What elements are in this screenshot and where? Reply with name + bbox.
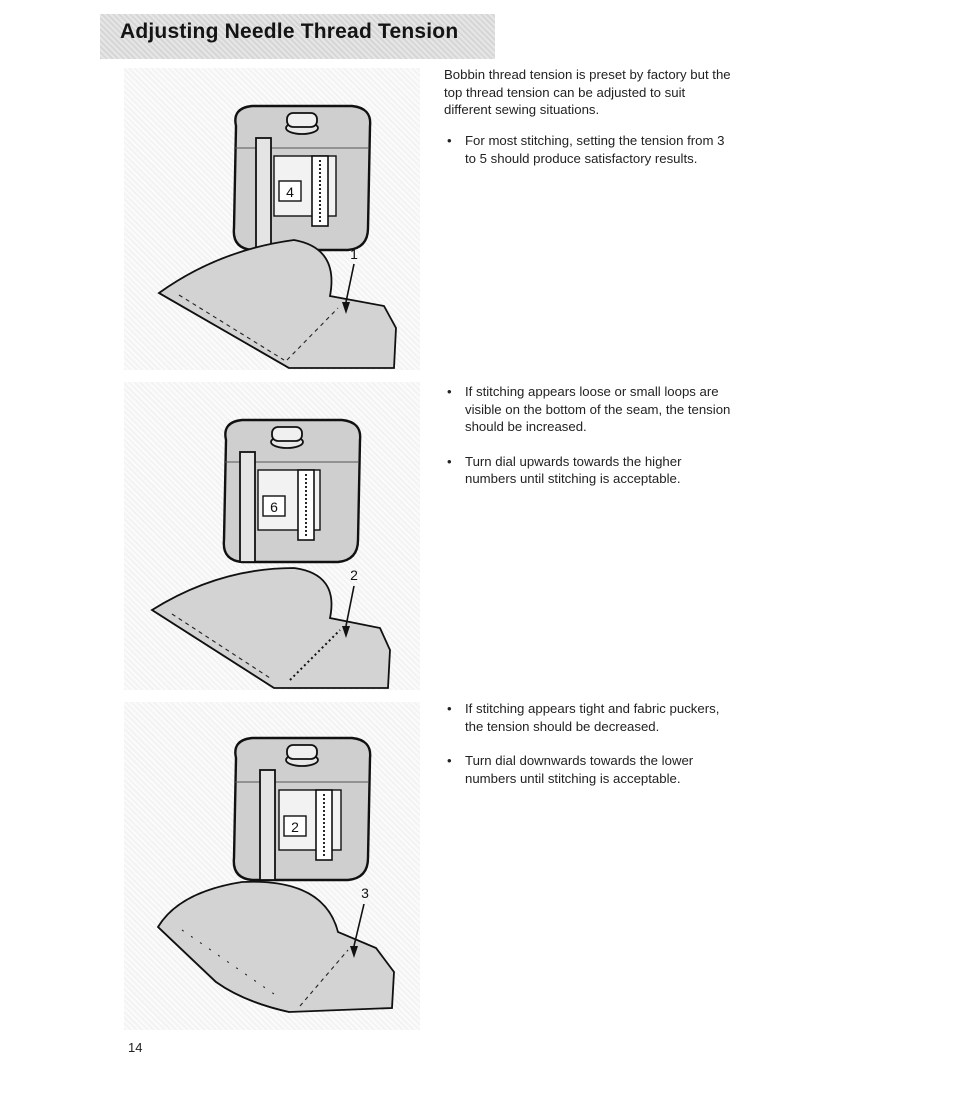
bullet-item xyxy=(444,700,736,735)
dial-number-2: 6 xyxy=(270,499,278,515)
bullet-item xyxy=(444,453,736,488)
bullet-normal xyxy=(444,132,736,167)
tension-dial-illustration-3 xyxy=(124,702,420,1030)
figure-panel-3 xyxy=(124,702,420,1030)
bullet-dot: • xyxy=(447,453,452,469)
tension-dial-illustration-1 xyxy=(124,68,420,370)
callout-label-2: 2 xyxy=(350,567,358,583)
intro-paragraph xyxy=(444,66,736,119)
figure-panel-1 xyxy=(124,68,420,370)
dial-number-3: 2 xyxy=(291,819,299,835)
bullet-dot: • xyxy=(447,133,452,148)
bullet-item xyxy=(444,132,736,167)
dial-number-1: 4 xyxy=(286,184,294,200)
bullet-text: Turn dial downwards towards the lower numbers until stitching is acceptable. xyxy=(465,753,694,786)
bullet-dot: • xyxy=(447,701,452,716)
bullet-dot: • xyxy=(447,384,452,399)
callout-label-3: 3 xyxy=(361,885,369,901)
bullet-text: If stitching appears tight and fabric puckers, the tension should be decreased. xyxy=(465,701,720,734)
intro-text: Bobbin thread tension is preset by factory but the top thread tension can be adjusted to suit different sewing situations. xyxy=(444,67,731,117)
bullet-loose-group xyxy=(444,383,736,488)
callout-label-1: 1 xyxy=(350,246,358,262)
bullet-text: Turn dial upwards towards the higher numbers until stitching is acceptable. xyxy=(465,453,682,486)
bullet-item xyxy=(444,752,736,787)
bullet-text: For most stitching, setting the tension from 3 to 5 should produce satisfactory results. xyxy=(465,133,725,166)
bullet-text: If stitching appears loose or small loops are visible on the bottom of the seam, the tension should be increased. xyxy=(465,384,731,434)
page-title: Adjusting Needle Thread Tension xyxy=(120,20,459,43)
bullet-tight-group xyxy=(444,700,736,787)
bullet-item xyxy=(444,383,736,436)
bullet-dot: • xyxy=(447,753,452,768)
figure-panel-2 xyxy=(124,382,420,690)
tension-dial-illustration-2 xyxy=(124,382,420,690)
page-number: 14 xyxy=(128,1040,143,1055)
